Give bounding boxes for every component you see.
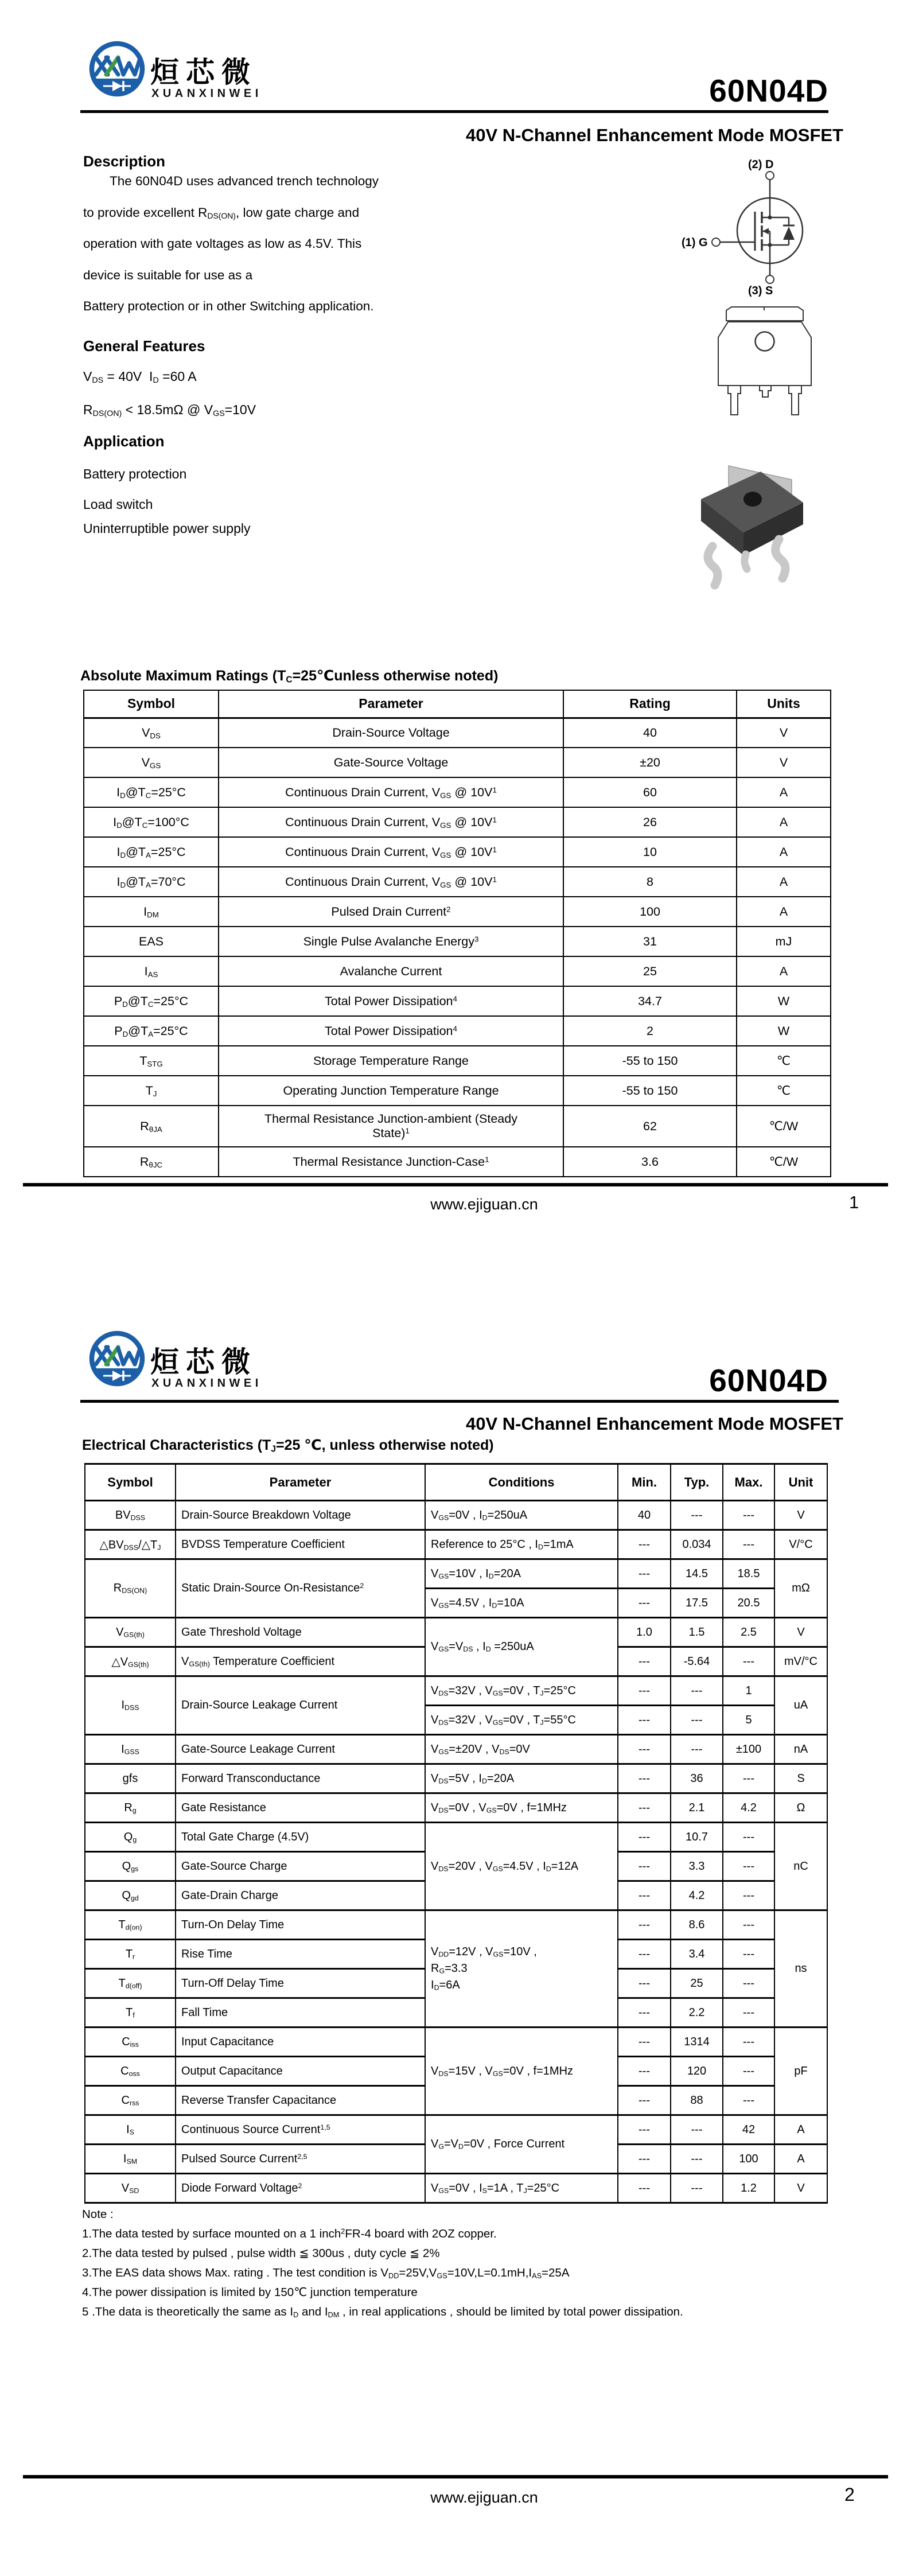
parameter-cell: Avalanche Current [219, 956, 563, 986]
symbol-cell: $I_{DM}$ [84, 897, 219, 927]
rating-cell: 62 [563, 1106, 737, 1147]
table-row [85, 1530, 827, 1559]
part-number-title: 60N04D [709, 1363, 828, 1398]
typ-cell: 0.034 [671, 1530, 723, 1559]
rating-cell: -55 to 150 [563, 1076, 737, 1106]
typ-cell: 17.5 [671, 1589, 723, 1618]
symbol-cell: gfs [85, 1764, 176, 1793]
footer-website: www.ejiguan.cn [430, 2489, 538, 2506]
symbol-cell: $C_{oss}$ [85, 2057, 176, 2086]
unit-cell: Ω [774, 1793, 827, 1823]
page-number: 2 [844, 2484, 855, 2505]
application-item: Battery protection [83, 466, 187, 481]
company-name-latin: XUANXINWEI [151, 87, 262, 100]
table-row [85, 1735, 827, 1764]
note-line: 2.The data tested by pulsed , pulse width ≦ 300us , duty cycle ≦ 2% [82, 2247, 440, 2260]
note-line: 1.The data tested by surface mounted on a 1 inch$^2$FR-4 board with 2OZ copper. [82, 2227, 497, 2240]
typ-cell: --- [671, 1501, 723, 1530]
symbol-cell: $I_{SM}$ [85, 2145, 176, 2174]
parameter-cell: Pulsed Drain Current$^2$ [219, 897, 563, 927]
parameter-cell: Turn-Off Delay Time [176, 1969, 425, 1998]
conditions-cell: $V_{GS}=4.5V$ , $I_D=10A$ [425, 1589, 618, 1618]
notes-heading: Note : [82, 2208, 114, 2221]
max-cell: --- [723, 1881, 774, 1910]
header-rule [80, 1400, 839, 1403]
note-line: 5 .The data is theoretically the same as $I_D$ and $I_{DM}$ , in real applications , should be limited by total power dissipation. [82, 2305, 683, 2319]
units-cell: ℃/W [737, 1147, 831, 1177]
min-cell: --- [618, 1852, 671, 1881]
device-subtitle: 40V N-Channel Enhancement Mode MOSFET [466, 125, 843, 145]
units-cell: ℃ [737, 1076, 831, 1106]
typ-cell: 3.3 [671, 1852, 723, 1881]
symbol-cell: $V_{GS}$ [84, 748, 219, 777]
typ-cell: --- [671, 2174, 723, 2203]
symbol-cell: $I_S$ [85, 2115, 176, 2145]
min-cell: 40 [618, 1501, 671, 1530]
page-number: 1 [849, 1192, 859, 1212]
parameter-cell: Gate-Source Leakage Current [176, 1735, 425, 1764]
unit-cell: mV/°C [774, 1647, 827, 1676]
max-cell: 20.5 [723, 1589, 774, 1618]
min-cell: --- [618, 2145, 671, 2174]
units-cell: mJ [737, 927, 831, 956]
min-cell: --- [618, 1530, 671, 1559]
units-cell: W [737, 986, 831, 1016]
conditions-cell: $V_{DS}=5V$ , $I_D=20A$ [425, 1764, 618, 1793]
symbol-cell: $C_{iss}$ [85, 2028, 176, 2057]
table-row [84, 986, 831, 1016]
units-cell: W [737, 1016, 831, 1046]
min-cell: --- [618, 1793, 671, 1823]
min-cell: --- [618, 1910, 671, 1940]
column-header: Conditions [425, 1464, 618, 1501]
min-cell: --- [618, 2115, 671, 2145]
rating-cell: 31 [563, 927, 737, 956]
column-header: Units [737, 690, 831, 718]
table-row [84, 1147, 831, 1177]
conditions-cell: $V_{GS}=0V$ , $I_D=250uA$ [425, 1501, 618, 1530]
mosfet-symbol-icon [670, 150, 819, 299]
units-cell: A [737, 897, 831, 927]
min-cell: --- [618, 2057, 671, 2086]
symbol-cell: $R_{\theta JC}$ [84, 1147, 219, 1177]
symbol-cell: $T_{d(off)}$ [85, 1969, 176, 1998]
rating-cell: 10 [563, 837, 737, 867]
max-cell: --- [723, 2028, 774, 2057]
table-row [84, 1046, 831, 1076]
parameter-cell: Drain-Source Voltage [219, 718, 563, 748]
unit-cell: ns [774, 1910, 827, 2028]
company-name-latin: XUANXINWEI [151, 1377, 262, 1390]
rating-cell: 60 [563, 777, 737, 807]
table-row [84, 956, 831, 986]
column-header: Symbol [84, 690, 219, 718]
symbol-cell: $V_{GS(th)}$ [85, 1618, 176, 1647]
table-row [85, 1910, 827, 1940]
parameter-cell: Continuous Drain Current, $V_{GS}$ @ $10V^1$ [219, 807, 563, 837]
parameter-cell: Continuous Drain Current, $V_{GS}$ @ $10V^1$ [219, 837, 563, 867]
symbol-cell: $R_g$ [85, 1793, 176, 1823]
typ-cell: --- [671, 1735, 723, 1764]
max-cell: 1.2 [723, 2174, 774, 2203]
company-logo [86, 38, 281, 106]
symbol-cell: $R_{\theta JA}$ [84, 1106, 219, 1147]
parameter-cell: Thermal Resistance Junction-ambient (Steady State)$^1$ [219, 1106, 563, 1147]
parameter-cell: Gate Resistance [176, 1793, 425, 1823]
conditions-cell: $V_G=V_D=0V$ , Force Current [425, 2115, 618, 2174]
max-cell: 5 [723, 1706, 774, 1735]
footer-rule [23, 2475, 888, 2478]
symbol-cell: $R_{DS(ON)}$ [85, 1559, 176, 1618]
typ-cell: --- [671, 1676, 723, 1706]
note-line: 3.The EAS data shows Max. rating . The test condition is $V_{DD}=25V,V_{GS}=10V,L=0.1mH,I_{AS}=25A$ [82, 2266, 570, 2280]
table-header-row [84, 690, 831, 718]
parameter-cell: Turn-On Delay Time [176, 1910, 425, 1940]
device-subtitle: 40V N-Channel Enhancement Mode MOSFET [466, 1414, 843, 1434]
parameter-cell: Gate Threshold Voltage [176, 1618, 425, 1647]
table-row [85, 1793, 827, 1823]
units-cell: ℃ [737, 1046, 831, 1076]
min-cell: --- [618, 1969, 671, 1998]
units-cell: A [737, 956, 831, 986]
company-logo-icon [87, 39, 147, 99]
max-cell: ±100 [723, 1735, 774, 1764]
description-line: operation with gate voltages as low as 4.5V. This [83, 236, 362, 251]
conditions-cell: $V_{GS}=V_{DS}$ , $I_D =250uA$ [425, 1618, 618, 1676]
rating-cell: 25 [563, 956, 737, 986]
symbol-cell: $T_f$ [85, 1998, 176, 2028]
typ-cell: 88 [671, 2086, 723, 2115]
typ-cell: 2.2 [671, 1998, 723, 2028]
min-cell: --- [618, 2174, 671, 2203]
parameter-cell: Total Power Dissipation$^4$ [219, 986, 563, 1016]
description-line: to provide excellent $R_{DS(ON)}$, low gate charge and [83, 205, 360, 220]
parameter-cell: Continuous Source Current$^{1,5}$ [176, 2115, 425, 2145]
symbol-cell: $T_r$ [85, 1940, 176, 1969]
package-photo [693, 462, 808, 593]
table-row [85, 1559, 827, 1589]
unit-cell: V [774, 1501, 827, 1530]
parameter-cell: Operating Junction Temperature Range [219, 1076, 563, 1106]
header-rule [80, 110, 828, 113]
unit-cell: V [774, 1618, 827, 1647]
rating-cell: 100 [563, 897, 737, 927]
symbol-cell: $T_{STG}$ [84, 1046, 219, 1076]
max-cell: --- [723, 1852, 774, 1881]
typ-cell: 1.5 [671, 1618, 723, 1647]
table-row [85, 2028, 827, 2057]
min-cell: --- [618, 1647, 671, 1676]
conditions-cell: $V_{DS}=32V$ , $V_{GS}=0V$ , $T_J=25^\circ C$ [425, 1676, 618, 1706]
parameter-cell: Continuous Drain Current, $V_{GS}$ @ $10V^1$ [219, 867, 563, 897]
column-header: Max. [723, 1464, 774, 1501]
max-cell: 18.5 [723, 1559, 774, 1589]
typ-cell: -5.64 [671, 1647, 723, 1676]
footer-rule [23, 1183, 888, 1186]
max-cell: --- [723, 1910, 774, 1940]
parameter-cell: Thermal Resistance Junction-Case$^1$ [219, 1147, 563, 1177]
conditions-cell: $V_{DS}=20V$ , $V_{GS}=4.5V$ , $I_D=12A$ [425, 1823, 618, 1910]
unit-cell: nC [774, 1823, 827, 1910]
typ-cell: 14.5 [671, 1559, 723, 1589]
max-cell: --- [723, 1501, 774, 1530]
column-header: Symbol [85, 1464, 176, 1501]
source-pin-label: (3) S [748, 285, 773, 297]
units-cell: A [737, 777, 831, 807]
conditions-cell: $V_{GS}=10V$ , $I_D=20A$ [425, 1559, 618, 1589]
parameter-cell: BVDSS Temperature Coefficient [176, 1530, 425, 1559]
min-cell: 1.0 [618, 1618, 671, 1647]
table-row [84, 748, 831, 777]
min-cell: --- [618, 2086, 671, 2115]
max-cell: 42 [723, 2115, 774, 2145]
symbol-cell: $I_{AS}$ [84, 956, 219, 986]
electrical-characteristics-heading: Electrical Characteristics ($T_J=25$ ℃, unless otherwise noted) [82, 1437, 494, 1454]
rating-cell: 34.7 [563, 986, 737, 1016]
rating-cell: 3.6 [563, 1147, 737, 1177]
table-row [85, 1618, 827, 1647]
units-cell: A [737, 807, 831, 837]
max-cell: 4.2 [723, 1793, 774, 1823]
column-header: Parameter [176, 1464, 425, 1501]
max-cell: --- [723, 1823, 774, 1852]
min-cell: --- [618, 1735, 671, 1764]
company-name-chinese: 烜芯微 [150, 56, 257, 88]
max-cell: --- [723, 2086, 774, 2115]
package-outline-drawing [716, 305, 813, 420]
application-item: Load switch [83, 497, 153, 512]
unit-cell: A [774, 2145, 827, 2174]
parameter-cell: Input Capacitance [176, 2028, 425, 2057]
parameter-cell: Forward Transconductance [176, 1764, 425, 1793]
rating-cell: 2 [563, 1016, 737, 1046]
rating-cell: 26 [563, 807, 737, 837]
description-line: The 60N04D uses advanced trench technology [110, 174, 379, 188]
table-row [85, 1764, 827, 1793]
unit-cell: pF [774, 2028, 827, 2115]
table-header-row [85, 1464, 827, 1501]
typ-cell: 4.2 [671, 1881, 723, 1910]
symbol-cell: $Q_{gd}$ [85, 1881, 176, 1910]
table-row [84, 897, 831, 927]
table-row [85, 1676, 827, 1706]
max-cell: --- [723, 1998, 774, 2028]
min-cell: --- [618, 1559, 671, 1589]
table-row [84, 718, 831, 748]
parameter-cell: Static Drain-Source On-Resistance$^2$ [176, 1559, 425, 1618]
min-cell: --- [618, 1676, 671, 1706]
parameter-cell: Drain-Source Breakdown Voltage [176, 1501, 425, 1530]
table-row [85, 1823, 827, 1852]
units-cell: A [737, 867, 831, 897]
column-header: Parameter [219, 690, 563, 718]
table-row [85, 2115, 827, 2145]
parameter-cell: Rise Time [176, 1940, 425, 1969]
max-cell: 2.5 [723, 1618, 774, 1647]
table-row [84, 867, 831, 897]
symbol-cell: $C_{rss}$ [85, 2086, 176, 2115]
part-number-title: 60N04D [709, 73, 828, 108]
description-line: Battery protection or in other Switching application. [83, 299, 374, 313]
typ-cell: 8.6 [671, 1910, 723, 1940]
unit-cell: S [774, 1764, 827, 1793]
notes-section [82, 2208, 683, 2325]
company-logo [86, 1328, 281, 1395]
symbol-cell: $I_D@T_A=25^\circ C$ [84, 837, 219, 867]
conditions-cell: $V_{GS}=0V$ , $I_S=1A$ , $T_J=25^\circ C$ [425, 2174, 618, 2203]
parameter-cell: Drain-Source Leakage Current [176, 1676, 425, 1735]
conditions-cell: $V_{GS}=\pm 20V$ , $V_{DS}=0V$ [425, 1735, 618, 1764]
company-logo-icon [87, 1329, 147, 1388]
table-row [84, 1106, 831, 1147]
parameter-cell: Fall Time [176, 1998, 425, 2028]
symbol-cell: $I_{GSS}$ [85, 1735, 176, 1764]
typ-cell: 10.7 [671, 1823, 723, 1852]
table-row [85, 2174, 827, 2203]
table-row [84, 777, 831, 807]
unit-cell: A [774, 2115, 827, 2145]
units-cell: A [737, 837, 831, 867]
symbol-cell: $P_D@T_A=25^\circ C$ [84, 1016, 219, 1046]
abs-max-ratings-table [83, 690, 831, 1177]
symbol-cell: $Q_{gs}$ [85, 1852, 176, 1881]
conditions-cell: $V_{DD}=12V$ , $V_{GS}=10V$ , $R_G=3.3$ $I_D=6A$ [425, 1910, 618, 2028]
unit-cell: V/°C [774, 1530, 827, 1559]
typ-cell: 3.4 [671, 1940, 723, 1969]
symbol-cell: $BV_{DSS}$ [85, 1501, 176, 1530]
symbol-cell: $I_D@T_C=100^\circ C$ [84, 807, 219, 837]
footer-website: www.ejiguan.cn [430, 1196, 538, 1213]
rating-cell: -55 to 150 [563, 1046, 737, 1076]
min-cell: --- [618, 1589, 671, 1618]
typ-cell: --- [671, 1706, 723, 1735]
table-row [85, 1501, 827, 1530]
typ-cell: 36 [671, 1764, 723, 1793]
feature-line: $R_{DS(ON)} < 18.5m\Omega$ @ $V_{GS}=10V$ [83, 402, 256, 419]
typ-cell: 120 [671, 2057, 723, 2086]
note-line: 4.The power dissipation is limited by 150℃ junction temperature [82, 2286, 418, 2299]
symbol-cell: $\triangle V_{GS(th)}$ [85, 1647, 176, 1676]
rating-cell: ±20 [563, 748, 737, 777]
typ-cell: 2.1 [671, 1793, 723, 1823]
max-cell: --- [723, 1530, 774, 1559]
symbol-cell: $V_{DS}$ [84, 718, 219, 748]
symbol-cell: $\triangle BV_{DSS}/\triangle T_J$ [85, 1530, 176, 1559]
typ-cell: 1314 [671, 2028, 723, 2057]
min-cell: --- [618, 1998, 671, 2028]
abs-max-ratings-heading: Absolute Maximum Ratings ($T_C=25℃unless$ otherwise noted) [80, 668, 499, 685]
min-cell: --- [618, 1823, 671, 1852]
conditions-cell: Reference to 25°C , $I_D=1mA$ [425, 1530, 618, 1559]
description-paragraph [83, 166, 496, 322]
symbol-cell: $V_{SD}$ [85, 2174, 176, 2203]
table-row [84, 837, 831, 867]
parameter-cell: Continuous Drain Current, $V_{GS}$ @ $10V^1$ [219, 777, 563, 807]
min-cell: --- [618, 1764, 671, 1793]
parameter-cell: Total Gate Charge (4.5V) [176, 1823, 425, 1852]
symbol-cell: $I_{DSS}$ [85, 1676, 176, 1735]
electrical-characteristics-table [84, 1463, 828, 2204]
column-header: Min. [618, 1464, 671, 1501]
unit-cell: uA [774, 1676, 827, 1735]
parameter-cell: Output Capacitance [176, 2057, 425, 2086]
description-line: device is suitable for use as a [83, 267, 253, 282]
symbol-cell: $T_J$ [84, 1076, 219, 1106]
typ-cell: --- [671, 2115, 723, 2145]
symbol-cell: $P_D@T_C=25^\circ C$ [84, 986, 219, 1016]
table-row [84, 1016, 831, 1046]
column-header: Rating [563, 690, 737, 718]
conditions-cell: $V_{DS}=0V$ , $V_{GS}=0V$ , f=1MHz [425, 1793, 618, 1823]
parameter-cell: $V_{GS(th)}$ Temperature Coefficient [176, 1647, 425, 1676]
parameter-cell: Reverse Transfer Capacitance [176, 2086, 425, 2115]
parameter-cell: Gate-Source Charge [176, 1852, 425, 1881]
parameter-cell: Storage Temperature Range [219, 1046, 563, 1076]
min-cell: --- [618, 1881, 671, 1910]
parameter-cell: Gate-Source Voltage [219, 748, 563, 777]
units-cell: V [737, 718, 831, 748]
unit-cell: nA [774, 1735, 827, 1764]
description-heading: Description [83, 153, 166, 170]
parameter-cell: Diode Forward Voltage$^2$ [176, 2174, 425, 2203]
column-header: Typ. [671, 1464, 723, 1501]
conditions-cell: $V_{DS}=32V$ , $V_{GS}=0V$ , $T_J=55^\circ C$ [425, 1706, 618, 1735]
min-cell: --- [618, 2028, 671, 2057]
application-item: Uninterruptible power supply [83, 521, 251, 536]
symbol-cell: $I_D@T_A=70^\circ C$ [84, 867, 219, 897]
min-cell: --- [618, 1706, 671, 1735]
application-heading: Application [83, 433, 165, 450]
max-cell: --- [723, 1940, 774, 1969]
table-row [84, 807, 831, 837]
parameter-cell: Total Power Dissipation$^4$ [219, 1016, 563, 1046]
units-cell: ℃/W [737, 1106, 831, 1147]
general-features-list [83, 360, 256, 426]
feature-line: $V_{DS} = 40V$ $I_D =60$ A [83, 369, 197, 386]
general-features-heading: General Features [83, 337, 205, 355]
drain-pin-label: (2) D [748, 158, 774, 171]
column-header: Unit [774, 1464, 827, 1501]
table-row [84, 927, 831, 956]
units-cell: V [737, 748, 831, 777]
parameter-cell: Gate-Drain Charge [176, 1881, 425, 1910]
unit-cell: V [774, 2174, 827, 2203]
symbol-cell: $T_{d(on)}$ [85, 1910, 176, 1940]
rating-cell: 8 [563, 867, 737, 897]
max-cell: 1 [723, 1676, 774, 1706]
rating-cell: 40 [563, 718, 737, 748]
company-name-chinese: 烜芯微 [150, 1346, 257, 1378]
conditions-cell: $V_{DS}=15V$ , $V_{GS}=0V$ , f=1MHz [425, 2028, 618, 2115]
typ-cell: --- [671, 2145, 723, 2174]
max-cell: --- [723, 1647, 774, 1676]
table-row [84, 1076, 831, 1106]
symbol-cell: EAS [84, 927, 219, 956]
max-cell: --- [723, 1969, 774, 1998]
symbol-cell: $I_D@T_C=25^\circ C$ [84, 777, 219, 807]
min-cell: --- [618, 1940, 671, 1969]
parameter-cell: Pulsed Source Current$^{2,5}$ [176, 2145, 425, 2174]
unit-cell: mΩ [774, 1559, 827, 1618]
max-cell: --- [723, 2057, 774, 2086]
max-cell: --- [723, 1764, 774, 1793]
gate-pin-label: (1) G [682, 236, 708, 249]
parameter-cell: Single Pulse Avalanche Energy$^3$ [219, 927, 563, 956]
max-cell: 100 [723, 2145, 774, 2174]
typ-cell: 25 [671, 1969, 723, 1998]
symbol-cell: $Q_g$ [85, 1823, 176, 1852]
